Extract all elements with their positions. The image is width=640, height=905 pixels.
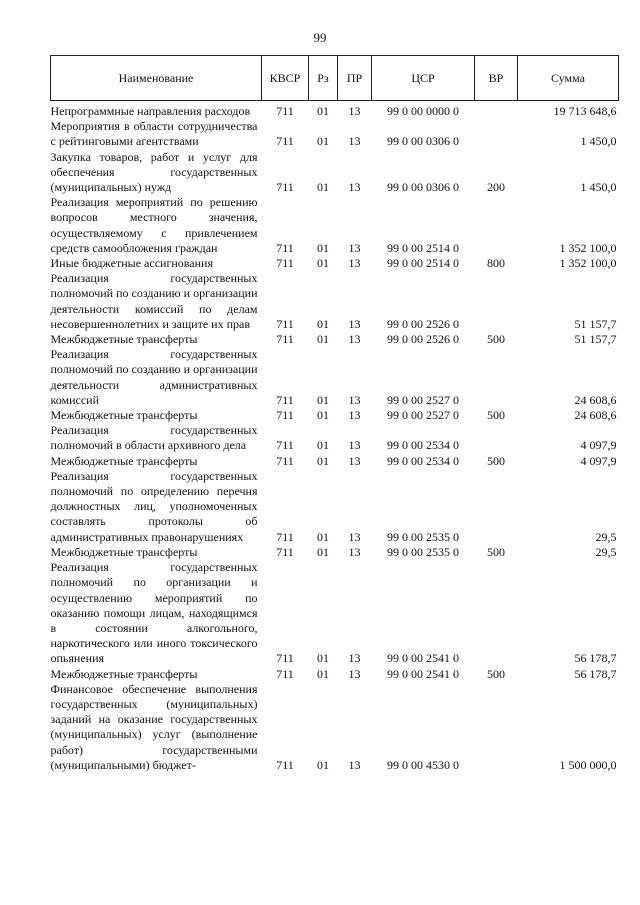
cell-sum: 56 178,7 <box>574 666 617 681</box>
cell-vr <box>475 423 518 453</box>
cell-vr <box>475 195 518 256</box>
cell-pr: 13 <box>348 180 361 195</box>
cell-vr: 200 <box>487 180 505 195</box>
budget-table <box>50 55 619 773</box>
table-row <box>51 119 619 149</box>
cell-rz: 01 <box>317 408 329 423</box>
cell-rz: 01 <box>317 134 329 149</box>
cell-vr: 500 <box>487 666 505 681</box>
cell-sum: 24 608,6 <box>574 392 617 407</box>
cell-sum: 1 450,0 <box>580 134 617 149</box>
cell-rz: 01 <box>317 104 329 118</box>
cell-csr: 99 0 00 2527 0 <box>387 392 459 407</box>
column-header-name: Наименование <box>51 56 262 101</box>
cell-kvsr: 711 <box>276 408 294 423</box>
cell-name: Закупка товаров, работ и услуг для обеспечения государственных (муниципальных) нужд <box>50 149 258 195</box>
cell-name: Реализация государственных полномочий по определению перечня должностных лиц, уполномоченных составлять протоколы об административных правонарушениях <box>50 468 258 544</box>
cell-sum: 1 450,0 <box>580 180 617 195</box>
cell-csr: 99 0 00 0306 0 <box>387 134 459 149</box>
table-row <box>51 454 619 469</box>
table-row <box>51 545 619 560</box>
cell-rz: 01 <box>317 180 329 195</box>
cell-csr: 99 0 00 4530 0 <box>387 757 459 772</box>
cell-sum: 51 157,7 <box>574 316 617 331</box>
cell-pr: 13 <box>348 757 361 772</box>
table-row <box>51 560 619 666</box>
cell-name: Межбюджетные трансферты <box>50 332 198 347</box>
cell-name: Межбюджетные трансферты <box>50 408 198 423</box>
cell-sum: 51 157,7 <box>574 332 617 347</box>
column-header-csr: ЦСР <box>372 56 475 101</box>
cell-vr <box>475 682 518 773</box>
cell-name: Финансовое обеспечение выполнения государственных (муниципальных) заданий на оказание государственных (муниципальных) услуг (выполнение работ) государственными (муниципальными) бюджет- <box>50 681 258 772</box>
cell-vr: 500 <box>487 544 505 559</box>
cell-kvsr: 711 <box>276 240 294 255</box>
table-body <box>51 101 619 773</box>
cell-kvsr: 711 <box>276 392 294 407</box>
cell-pr: 13 <box>348 651 361 666</box>
cell-name: Реализация государственных полномочий по созданию и организации деятельности комиссий по делам несовершеннолетних и защите их прав <box>50 271 258 331</box>
cell-sum: 4 097,9 <box>580 438 617 453</box>
cell-csr: 99 0 00 2541 0 <box>387 651 459 666</box>
cell-pr: 13 <box>348 332 361 347</box>
cell-vr <box>475 271 518 332</box>
cell-kvsr: 711 <box>276 104 294 118</box>
table-row <box>51 195 619 256</box>
table-row <box>51 408 619 423</box>
cell-kvsr: 711 <box>276 544 294 559</box>
cell-name: Реализация государственных полномочий по организации и осуществлению мероприятий по оказанию помощи лицам, находящимся в состоянии алкогольного, наркотического или иного токсического опьянения <box>50 560 258 666</box>
table-row <box>51 469 619 545</box>
cell-kvsr: 711 <box>276 757 294 772</box>
cell-kvsr: 711 <box>276 666 294 681</box>
cell-name: Реализация государственных полномочий в области архивного дела <box>50 423 258 453</box>
cell-kvsr: 711 <box>276 529 294 544</box>
cell-vr: 800 <box>487 256 505 271</box>
cell-sum: 1 352 100,0 <box>559 240 617 255</box>
cell-rz: 01 <box>317 316 329 331</box>
cell-csr: 99 0 00 2534 0 <box>387 453 459 468</box>
cell-pr: 13 <box>348 438 361 453</box>
page-number: 99 <box>313 30 327 45</box>
cell-rz: 01 <box>317 529 329 544</box>
column-header-kvsr: КВСР <box>262 56 309 101</box>
cell-name: Мероприятия в области сотрудничества с рейтинговыми агентствами <box>50 119 258 149</box>
cell-kvsr: 711 <box>276 453 294 468</box>
cell-rz: 01 <box>317 240 329 255</box>
cell-sum: 29,5 <box>595 544 617 559</box>
cell-pr: 13 <box>348 408 361 423</box>
cell-rz: 01 <box>317 453 329 468</box>
table-row <box>51 667 619 682</box>
cell-kvsr: 711 <box>276 438 294 453</box>
cell-vr <box>475 469 518 545</box>
cell-csr: 99 0 00 2535 0 <box>387 529 459 544</box>
cell-sum: 4 097,9 <box>580 453 617 468</box>
cell-vr: 500 <box>487 408 505 423</box>
table-row <box>51 423 619 453</box>
table-row <box>51 101 619 120</box>
cell-vr <box>475 101 518 120</box>
cell-rz: 01 <box>317 332 329 347</box>
cell-pr: 13 <box>348 316 361 331</box>
cell-name: Межбюджетные трансферты <box>50 666 198 681</box>
table-row <box>51 332 619 347</box>
cell-csr: 99 0 00 2514 0 <box>387 256 459 271</box>
cell-kvsr: 711 <box>276 180 294 195</box>
cell-csr: 99 0 00 2526 0 <box>387 316 459 331</box>
table-header <box>51 56 619 101</box>
column-header-sum: Сумма <box>518 56 619 101</box>
cell-vr <box>475 347 518 408</box>
cell-csr: 99 0 00 2541 0 <box>387 666 459 681</box>
cell-kvsr: 711 <box>276 134 294 149</box>
cell-csr: 99 0 00 2534 0 <box>387 438 459 453</box>
table-row <box>51 256 619 271</box>
cell-rz: 01 <box>317 438 329 453</box>
cell-kvsr: 711 <box>276 256 294 271</box>
cell-vr: 500 <box>487 453 505 468</box>
cell-rz: 01 <box>317 666 329 681</box>
cell-pr: 13 <box>348 134 361 149</box>
table-row <box>51 271 619 332</box>
cell-pr: 13 <box>348 544 361 559</box>
column-header-pr: ПР <box>338 56 372 101</box>
table-row <box>51 150 619 196</box>
cell-name: Непрограммные направления расходов <box>50 104 251 118</box>
cell-sum: 24 608,6 <box>574 408 617 423</box>
cell-csr: 99 0 00 2526 0 <box>387 332 459 347</box>
cell-sum: 29,5 <box>595 529 617 544</box>
cell-pr: 13 <box>348 104 361 118</box>
cell-name: Межбюджетные трансферты <box>50 544 198 559</box>
cell-rz: 01 <box>317 544 329 559</box>
cell-csr: 99 0 00 2527 0 <box>387 408 459 423</box>
table-row <box>51 682 619 773</box>
cell-csr: 99 0 00 0000 0 <box>387 104 459 118</box>
table-row <box>51 347 619 408</box>
cell-vr <box>475 560 518 666</box>
cell-pr: 13 <box>348 392 361 407</box>
cell-name: Реализация государственных полномочий по созданию и организации деятельности административных комиссий <box>50 347 258 407</box>
cell-csr: 99 0 00 0306 0 <box>387 180 459 195</box>
cell-csr: 99 0 00 2535 0 <box>387 544 459 559</box>
cell-rz: 01 <box>317 392 329 407</box>
cell-pr: 13 <box>348 666 361 681</box>
cell-rz: 01 <box>317 256 329 271</box>
cell-name: Межбюджетные трансферты <box>50 453 198 468</box>
cell-pr: 13 <box>348 240 361 255</box>
cell-rz: 01 <box>317 651 329 666</box>
cell-sum: 1 500 000,0 <box>559 757 617 772</box>
cell-vr: 500 <box>487 332 505 347</box>
cell-name: Реализация мероприятий по решению вопросов местного значения, осуществляемому с привлечением средств самообложения граждан <box>50 195 258 255</box>
column-header-vr: ВР <box>475 56 518 101</box>
cell-kvsr: 711 <box>276 651 294 666</box>
cell-pr: 13 <box>348 453 361 468</box>
cell-pr: 13 <box>348 256 361 271</box>
cell-sum: 56 178,7 <box>574 651 617 666</box>
cell-sum: 19 713 648,6 <box>553 104 617 118</box>
cell-kvsr: 711 <box>276 332 294 347</box>
cell-csr: 99 0 00 2514 0 <box>387 240 459 255</box>
cell-sum: 1 352 100,0 <box>559 256 617 271</box>
cell-name: Иные бюджетные ассигнования <box>50 256 213 271</box>
cell-kvsr: 711 <box>276 316 294 331</box>
cell-pr: 13 <box>348 529 361 544</box>
cell-vr <box>475 119 518 149</box>
cell-rz: 01 <box>317 757 329 772</box>
column-header-rz: Рз <box>309 56 338 101</box>
